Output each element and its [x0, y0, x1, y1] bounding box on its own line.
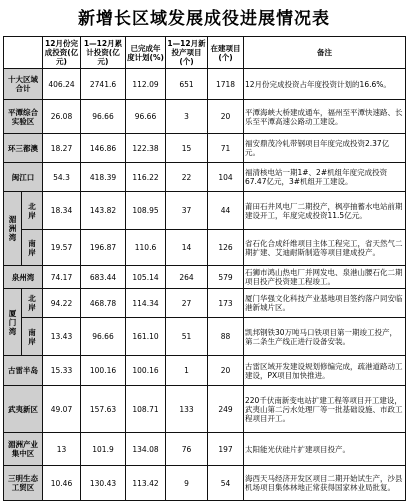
header-projects-under-construction: 在建项目(个) [208, 37, 244, 69]
cell-new-projects: 264 [166, 266, 208, 289]
region-subname: 北岸 [22, 289, 43, 318]
cell-projects-under-construction: 54 [208, 466, 244, 501]
cell-projects-under-construction: 249 [208, 386, 244, 433]
header-remark: 备注 [244, 37, 406, 69]
cell-cumulative-investment: 196.87 [81, 230, 126, 266]
cell-plan-completion: 100.16 [126, 356, 166, 386]
cell-projects-under-construction: 1718 [208, 69, 244, 100]
cell-cumulative-investment: 96.66 [81, 100, 126, 134]
region-name: 十大区域合计 [4, 69, 43, 100]
cell-december-investment: 26.08 [43, 100, 81, 134]
cell-cumulative-investment: 96.66 [81, 318, 126, 356]
cell-december-investment: 54.3 [43, 163, 81, 192]
cell-projects-under-construction: 20 [208, 100, 244, 134]
cell-december-investment: 10.46 [43, 466, 81, 501]
cell-new-projects: 14 [166, 230, 208, 266]
header-december-investment: 12月份完成投资(亿元) [43, 37, 81, 69]
cell-new-projects: 133 [166, 386, 208, 433]
cell-remark: 古雷区域开发建设规划修编完成，疏港道路动工建设，PX项目加快推进。 [244, 356, 406, 386]
cell-plan-completion: 108.71 [126, 386, 166, 433]
cell-new-projects: 1 [166, 356, 208, 386]
cell-remark: 220千伏南新变电站扩建工程等项目开工建设，武夷山第二污水处理厂等一批基础设施、市政工程项目开工。 [244, 386, 406, 433]
cell-new-projects: 3 [166, 100, 208, 134]
cell-remark: 省石化合成纤维项目主体工程完工，省天然气二期扩建、艾迪耐斯制造等项目建成投产。 [244, 230, 406, 266]
cell-cumulative-investment: 101.9 [81, 433, 126, 466]
cell-plan-completion: 122.38 [126, 134, 166, 163]
cell-projects-under-construction: 579 [208, 266, 244, 289]
cell-plan-completion: 114.34 [126, 289, 166, 318]
cell-projects-under-construction: 71 [208, 134, 244, 163]
table-row [4, 289, 406, 318]
cell-cumulative-investment: 146.86 [81, 134, 126, 163]
cell-remark: 12月份完成投资占年度投资计划的16.6%。 [244, 69, 406, 100]
cell-projects-under-construction: 197 [208, 433, 244, 466]
table-row [4, 266, 406, 289]
region-name: 闽江口 [4, 163, 43, 192]
cell-remark: 福安鼎茂冷轧带钢项目年度完成投资2.37亿元。 [244, 134, 406, 163]
table-row [4, 100, 406, 134]
cell-cumulative-investment: 418.39 [81, 163, 126, 192]
region-subname: 南岸 [22, 230, 43, 266]
table-row [4, 192, 406, 230]
header-row [4, 37, 406, 69]
cell-december-investment: 18.27 [43, 134, 81, 163]
cell-new-projects: 9 [166, 466, 208, 501]
cell-plan-completion: 113.42 [126, 466, 166, 501]
region-name: 环三都澳 [4, 134, 43, 163]
cell-plan-completion: 105.14 [126, 266, 166, 289]
cell-plan-completion: 96.66 [126, 100, 166, 134]
table-row [4, 433, 406, 466]
cell-cumulative-investment: 100.16 [81, 356, 126, 386]
table-row [4, 134, 406, 163]
page-title: 新增长区域发展成役进展情况表 [78, 9, 330, 29]
header-cumulative-investment: 1—12月累计投资(亿元) [81, 37, 126, 69]
table-row [4, 163, 406, 192]
cell-december-investment: 406.24 [43, 69, 81, 100]
cell-remark: 福清核电站一期1#、2#机组年度完成投资67.47亿元，3#机组开工建设。 [244, 163, 406, 192]
cell-remark: 厦门华强文化科技产业基地项目签约落户同安临港新城片区。 [244, 289, 406, 318]
cell-projects-under-construction: 20 [208, 356, 244, 386]
region-name: 武夷新区 [4, 386, 43, 433]
cell-december-investment: 94.22 [43, 289, 81, 318]
region-group-name: 厦门湾 [4, 289, 22, 356]
cell-remark: 平潭海峡大桥建成通车，福州至平潭快速路、长乐至平潭高速公路动工建设。 [244, 100, 406, 134]
cell-remark: 石狮市鸿山热电厂并网发电、泉港山腰石化二期项目投产投资建工程竣工。 [244, 266, 406, 289]
cell-projects-under-construction: 44 [208, 192, 244, 230]
region-group-name: 湄洲湾 [4, 192, 22, 266]
region-name: 平潭综合实验区 [4, 100, 43, 134]
header-area [4, 37, 43, 69]
cell-cumulative-investment: 683.44 [81, 266, 126, 289]
progress-table [3, 36, 406, 501]
table-row [4, 318, 406, 356]
cell-cumulative-investment: 143.82 [81, 192, 126, 230]
header-new-projects: 1—12月新投产项目(个) [166, 37, 208, 69]
cell-new-projects: 51 [166, 318, 208, 356]
cell-plan-completion: 110.6 [126, 230, 166, 266]
cell-plan-completion: 108.95 [126, 192, 166, 230]
header-plan-completion: 已完成年度计划(%) [126, 37, 166, 69]
cell-projects-under-construction: 173 [208, 289, 244, 318]
region-subname: 南岸 [22, 318, 43, 356]
cell-december-investment: 13 [43, 433, 81, 466]
cell-remark: 海西天马经济开发区项目二期开始试生产，沙县机场项目集体林地正常获得国家林业局批复。 [244, 466, 406, 501]
cell-december-investment: 18.34 [43, 192, 81, 230]
cell-plan-completion: 134.08 [126, 433, 166, 466]
cell-new-projects: 76 [166, 433, 208, 466]
table-row [4, 69, 406, 100]
cell-december-investment: 15.33 [43, 356, 81, 386]
cell-remark: 太阳能光伏硅片扩建项目投产。 [244, 433, 406, 466]
region-name: 三明生态工贸区 [4, 466, 43, 501]
cell-projects-under-construction: 88 [208, 318, 244, 356]
cell-plan-completion: 116.22 [126, 163, 166, 192]
cell-cumulative-investment: 130.43 [81, 466, 126, 501]
cell-new-projects: 651 [166, 69, 208, 100]
cell-remark: 凯邦钢铁30万吨马口铁项目第一期竣工投产，第二条生产线正进行设备安装。 [244, 318, 406, 356]
cell-new-projects: 15 [166, 134, 208, 163]
cell-new-projects: 37 [166, 192, 208, 230]
table-row [4, 230, 406, 266]
cell-projects-under-construction: 126 [208, 230, 244, 266]
table-row [4, 466, 406, 501]
region-name: 泉州湾 [4, 266, 43, 289]
cell-cumulative-investment: 468.78 [81, 289, 126, 318]
region-name: 古雷半岛 [4, 356, 43, 386]
cell-projects-under-construction: 104 [208, 163, 244, 192]
cell-cumulative-investment: 2741.6 [81, 69, 126, 100]
region-subname: 北岸 [22, 192, 43, 230]
cell-plan-completion: 161.10 [126, 318, 166, 356]
cell-plan-completion: 112.09 [126, 69, 166, 100]
cell-december-investment: 19.57 [43, 230, 81, 266]
cell-cumulative-investment: 157.63 [81, 386, 126, 433]
cell-remark: 莆田石井风电厂二期投产，枫亭抽蓄水电站前期建设开工，年度完成投资11.5亿元。 [244, 192, 406, 230]
table-row [4, 356, 406, 386]
cell-december-investment: 74.17 [43, 266, 81, 289]
region-name: 湄洲产业集中区 [4, 433, 43, 466]
cell-new-projects: 22 [166, 163, 208, 192]
cell-new-projects: 27 [166, 289, 208, 318]
table-row [4, 386, 406, 433]
cell-december-investment: 49.07 [43, 386, 81, 433]
cell-december-investment: 13.43 [43, 318, 81, 356]
